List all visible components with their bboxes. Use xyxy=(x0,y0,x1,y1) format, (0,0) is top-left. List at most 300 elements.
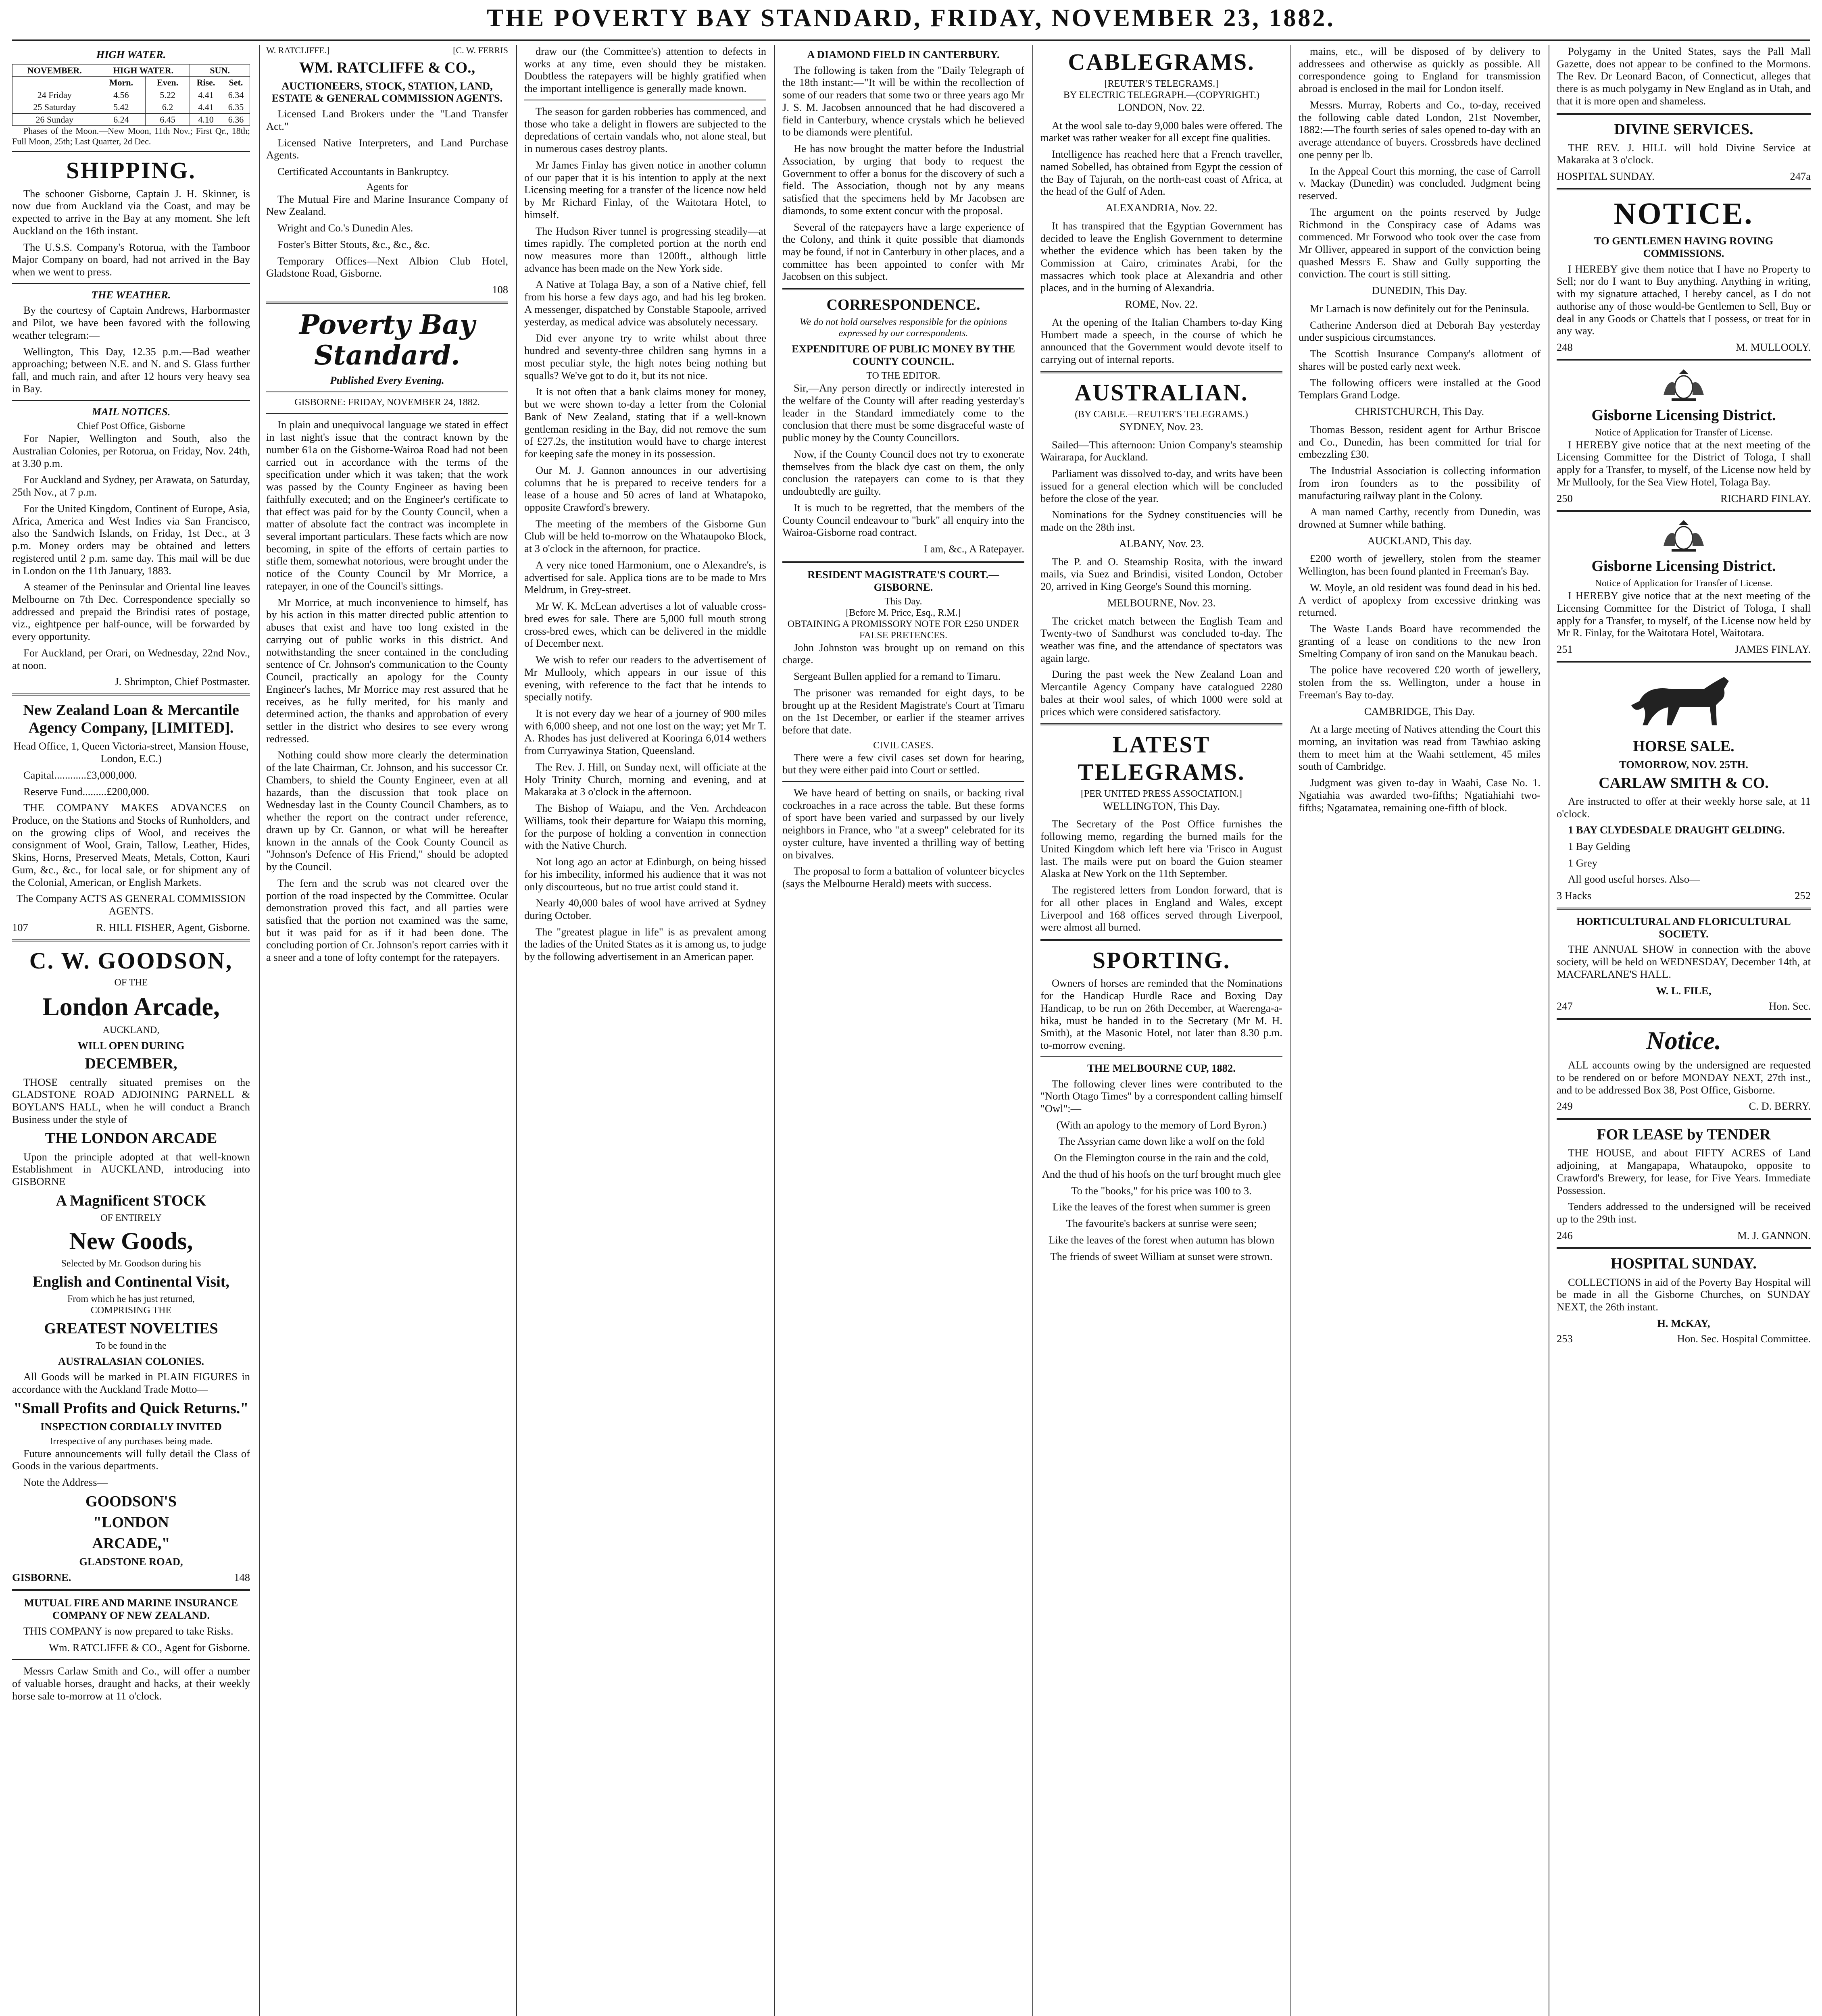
australian-heading: AUSTRALIAN. xyxy=(1074,379,1249,406)
telegram-paragraph: At a large meeting of Natives attending the Court this morning, an invitation was read from Tawhiao asking them to meet him at the Waahi settlement, 45 miles south of Cambridge. xyxy=(1299,723,1541,773)
paper-dateline: GISBORNE: FRIDAY, NOVEMBER 24, 1882. xyxy=(294,397,480,408)
horse-sale-item: 1 BAY CLYDESDALE DRAUGHT GELDING. xyxy=(1568,824,1785,836)
paper-published: Published Every Evening. xyxy=(330,374,444,386)
nzl-agent: R. HILL FISHER, Agent, Gisborne. xyxy=(96,921,250,933)
news-paragraph: Messrs Carlaw Smith and Co., will offer a number of valuable horses, draught and hacks, at their weekly horse sale to-morrow at 11 o'clock. xyxy=(12,1665,250,1702)
horticultural-paragraph: THE ANNUAL SHOW in connection with the above society, will be held on WEDNESDAY, December 14th, at MACFARLANE'S HALL. xyxy=(1557,943,1811,980)
divider xyxy=(12,400,250,401)
table-cell: 6.24 xyxy=(97,113,146,126)
tender-footer xyxy=(1557,1229,1811,1242)
tender-paragraph: THE HOUSE, and about FIFTY ACRES of Land adjoining, at Mangapapa, Whataupoko, opposite to Crawford's Brewery, for lease, for Five Years. Immediate Possession. xyxy=(1557,1147,1811,1196)
mail-paragraph: A steamer of the Peninsular and Oriental line leaves Melbourne on 7th Dec. Correspondence specially so addressed and prepaid the Brindisi rates of postage, viz., eightpence per half-ounce, will be forwarded by every opportunity. xyxy=(12,581,250,643)
divider xyxy=(1557,113,1811,115)
telegram-paragraph: The Waste Lands Board have recommended the granting of a lease on conditions to the new Iron Smelting Company of iron sand on the Manukau beach. xyxy=(1299,623,1541,660)
sporting-paragraph: Owners of horses are reminded that the Nominations for the Handicap Hurdle Race and Boxing Day Handicap, to be run on 26th December, at Waerenga-a-hika, must be handed in to the Secretary (Mr M. H. Smith), at the Masonic Hotel, not later than 8.30 p.m. to-morrow evening. xyxy=(1040,977,1282,1052)
mutual-signature: Wm. RATCLIFFE & CO., Agent for Gisborne. xyxy=(48,1641,250,1654)
correspondence-note: We do not hold ourselves responsible for the opinions expressed by our correspondents. xyxy=(799,317,1007,339)
goodson-style: THE LONDON ARCADE xyxy=(45,1130,217,1147)
correspondence-to: TO THE EDITOR. xyxy=(866,371,940,381)
table-cell: 6.36 xyxy=(222,113,250,126)
notice-signature: M. MULLOOLY. xyxy=(1735,341,1811,353)
nzl-agents: The Company ACTS AS GENERAL COMMISSION AGENTS. xyxy=(16,892,246,917)
goodson-irrespective: Irrespective of any purchases being made. xyxy=(50,1436,213,1447)
letter-paragraph: It is much to be regretted, that the members of the County Council endeavour to "burk" all enquiry into the Wairoa-Gisborne road contract. xyxy=(782,501,1024,539)
divider xyxy=(1557,908,1811,910)
table-cell: 6.2 xyxy=(146,101,190,114)
dateline: AUCKLAND, This day. xyxy=(1367,534,1472,547)
ratcliffe-offices: Temporary Offices—Next Albion Club Hotel, Gladstone Road, Gisborne. xyxy=(266,254,508,279)
ad-number: 248 xyxy=(1557,341,1573,353)
cablegrams-sub: [REUTER'S TELEGRAMS.] xyxy=(1104,79,1219,90)
column-6 xyxy=(1299,45,1541,2016)
news-paragraph: The Bishop of Waiapu, and the Ven. Archdeacon Williams, took their departure for Waiapu this morning, for the purpose of holding a convention in connection with the Native Church. xyxy=(524,802,766,852)
divider xyxy=(12,694,250,696)
dateline: ROME, Nov. 22. xyxy=(1125,298,1198,310)
shipping-paragraph: The U.S.S. Company's Rotorua, with the Tamboor Major Company on board, had not arrived in the Bay when we went to press. xyxy=(12,241,250,278)
nzl-capital: Capital............£3,000,000. xyxy=(23,768,137,781)
news-paragraph: The season for garden robberies has commenced, and those who take a delight in flowers are subjected to the depredations of certain vandals who, not alone steal, but in numerous cases destroy plants. xyxy=(524,105,766,155)
telegram-paragraph: At the opening of the Italian Chambers to-day King Humbert made a speech, in the course of which he announced that the Government would devote itself to carrying out of internal reports. xyxy=(1040,316,1282,366)
news-paragraph: The Rev. J. Hill, on Sunday next, will officiate at the Holy Trinity Church, morning and evening, and at Makaraka at 3 o'clock in the afternoon. xyxy=(524,760,766,798)
ad-number: 253 xyxy=(1557,1333,1573,1345)
news-paragraph: It is not often that a bank claims money for money, but we were shown to-day a letter from the Colonial Bank of New Zealand, stating that if a well-known gentleman residing in the Bay, did not remove the sum of £27.2s, the institution would have to charge interest for keeping safe the money in its possession. xyxy=(524,385,766,460)
licensing-footer xyxy=(1557,492,1811,505)
licensing-paragraph: I HEREBY give notice that at the next meeting of the Licensing Committee for the District of Tologa, I shall apply for a Transfer, to myself, of the License now held by Mr Mullooly, for the Sea View Hotel, Tolaga Bay. xyxy=(1557,438,1811,488)
dateline: SYDNEY, Nov. 23. xyxy=(1119,420,1203,433)
divider xyxy=(1557,1247,1811,1249)
melbourne-cup-heading: THE MELBOURNE CUP, 1882. xyxy=(1087,1062,1236,1074)
goodson-paragraph: Future announcements will fully detail the Class of Goods in the various departments. xyxy=(12,1447,250,1472)
table-cell: 6.35 xyxy=(222,101,250,114)
news-paragraph: We wish to refer our readers to the advertisement of Mr Mullooly, which appears in our issue of this evening, with reference to the fact that he intends to specially notify. xyxy=(524,654,766,703)
goodson-address: GOODSON'S xyxy=(85,1493,177,1510)
mail-paragraph: For Auckland and Sydney, per Arawata, on Saturday, 25th Nov., at 7 p.m. xyxy=(12,473,250,498)
divider xyxy=(1040,1056,1282,1057)
horse-sale-paragraph: Are instructed to offer at their weekly horse sale, at 11 o'clock. xyxy=(1557,795,1811,820)
dateline: CAMBRIDGE, This Day. xyxy=(1364,705,1475,717)
goodson-arcade: London Arcade, xyxy=(42,992,220,1021)
article-paragraph: The following is taken from the "Daily Telegraph of the 18th instant:—"It will be within the recollection of some of our readers that some two or three years ago Mr J. S. M. Jacobsen announced that he had discovered a field in Canterbury, whence crystals which he believed to be diamonds were plentiful. xyxy=(782,64,1024,138)
goodson-paragraph: THOSE centrally situated premises on the GLADSTONE ROAD ADJOINING PARNELL & BOYLAN'S HALL, when he will conduct a Branch Business under the style of xyxy=(12,1076,250,1125)
telegram-paragraph: Nominations for the Sydney constituencies will be made on the 28th inst. xyxy=(1040,508,1282,533)
court-before: [Before M. Price, Esq., R.M.] xyxy=(846,608,961,619)
ad-number: 247 xyxy=(1557,1000,1573,1012)
hospital-heading: HOSPITAL SUNDAY. xyxy=(1611,1255,1757,1272)
goodson-visit: English and Continental Visit, xyxy=(33,1273,229,1291)
court-civil: CIVIL CASES. xyxy=(873,740,934,751)
horse-sale-item: 1 Bay Gelding xyxy=(1568,840,1630,852)
poem-line: And the thud of his hoofs on the turf brought much glee xyxy=(1042,1168,1281,1180)
ratcliffe-desc: AUCTIONEERS, STOCK, STATION, LAND, ESTATE & GENERAL COMMISSION AGENTS. xyxy=(271,79,503,104)
horticultural-footer xyxy=(1557,1000,1811,1012)
correspondence-heading: CORRESPONDENCE. xyxy=(826,296,980,314)
telegram-paragraph: During the past week the New Zealand Loan and Mercantile Agency Company have catalogued 2280 bales at their wool sales, of which 1000 were sold at prices which were considered satisfactory. xyxy=(1040,668,1282,718)
divider xyxy=(12,1659,250,1660)
nzl-office: Head Office, 1, Queen Victoria-street, Mansion House, London, E.C.) xyxy=(13,740,249,765)
tide-table xyxy=(12,64,250,126)
goodson-will-open: WILL OPEN DURING xyxy=(77,1039,185,1052)
divider xyxy=(12,939,250,941)
notice-footer xyxy=(1557,341,1811,354)
letter-signature: I am, &c., A Ratepayer. xyxy=(924,543,1024,555)
mail-signature: J. Shrimpton, Chief Postmaster. xyxy=(115,675,250,688)
weather-heading: THE WEATHER. xyxy=(91,288,171,301)
court-paragraph: There were a few civil cases set down for hearing, but they were either paid into Court or settled. xyxy=(782,751,1024,776)
goodson-address: GLADSTONE ROAD, xyxy=(79,1556,183,1568)
news-paragraph: Our M. J. Gannon announces in our advertising columns that he is prepared to receive tenders for a lease of a house and 50 acres of land at Whatapoko, opposite Crawford's brewery. xyxy=(524,464,766,513)
telegram-paragraph: The police have recovered £20 worth of jewellery, stolen from the ss. Wellington, under a house in Freeman's Bay to-day. xyxy=(1299,664,1541,701)
mutual-paragraph: THIS COMPANY is now prepared to take Risks. xyxy=(23,1624,233,1637)
tender-heading: FOR LEASE by TENDER xyxy=(1597,1126,1771,1143)
ad-number: 250 xyxy=(1557,492,1573,504)
divider xyxy=(1040,939,1282,941)
news-paragraph: The Hudson River tunnel is progressing steadily—at times rapidly. The completed portion at the north end now measures more than 1200ft., although little advance has been made on the New York side. xyxy=(524,225,766,274)
table-cell: 26 Sunday xyxy=(13,113,97,126)
telegram-paragraph: Judgment was given to-day in Waahi, Case No. 1. Ngatiahia was awarded two-fifths; Ngatiahiahi two-fifths; Ngatamatea, remaining one-fifth of block. xyxy=(1299,777,1541,814)
horse-icon xyxy=(1623,669,1744,733)
divine-footer xyxy=(1557,170,1811,183)
telegram-paragraph: In the Appeal Court this morning, the case of Carroll v. Mackay (Dunedin) was concluded. Judgment being reserved. xyxy=(1299,165,1541,202)
poem-line: The friends of sweet William at sunset were strown. xyxy=(1050,1250,1273,1262)
horse-sale-footer xyxy=(1557,889,1811,902)
news-paragraph: The proposal to form a battalion of volunteer bicycles (says the Melbourne Herald) meets with success. xyxy=(782,865,1024,890)
shipping-heading: SHIPPING. xyxy=(66,157,196,184)
table-cell: 5.22 xyxy=(146,89,190,101)
ratcliffe-right: [C. W. FERRIS xyxy=(453,45,508,55)
ad-number: 247a xyxy=(1790,170,1811,183)
correspondence-title: EXPENDITURE OF PUBLIC MONEY BY THE COUNTY COUNCIL. xyxy=(792,342,1015,367)
notice2-footer xyxy=(1557,1100,1811,1112)
editorial-paragraph: Mr Morrice, at much inconvenience to himself, has by his action in this matter directed public attention to abuses that exist and have too long existed in the carrying out of public works in this district. And notwithstanding the sneer contained in the concluding sentence of Cr. Johnson's communication to the County Council, practically an apology for the County Engineer's laches, Mr Morrice may rest assured that he receives, as he fully merited, for his manly and determined action, the thanks and approbation of every settler in the district who desires to see every wrong redressed. xyxy=(266,596,508,745)
mail-subheading: Chief Post Office, Gisborne xyxy=(77,421,185,432)
telegram-paragraph: Intelligence has reached here that a French traveller, named Sobelled, has obtained from Egypt the cession of the Bay of Tajurah, on the north-east coast of Africa, at the head of the Gulf of Aden. xyxy=(1040,148,1282,198)
divine-services-heading: DIVINE SERVICES. xyxy=(1614,121,1753,138)
telegram-paragraph: The argument on the points reserved by Judge Richmond in the Conspiracy case of Adams was commenced. Mr Forwood who took over the case from Mr Olliver, appeared in support of the conviction being quashed Messrs E. Shaw and Gully supporting the conviction. The court is still sitting. xyxy=(1299,206,1541,280)
ad-number: 148 xyxy=(234,1571,250,1583)
goodson-colonies: AUSTRALASIAN COLONIES. xyxy=(58,1355,204,1367)
weather-paragraph: By the courtesy of Captain Andrews, Harbormaster and Pilot, we have been favored with the following weather telegram:— xyxy=(12,304,250,341)
hospital-role: Hon. Sec. Hospital Committee. xyxy=(1677,1333,1811,1345)
notice-subheading: TO GENTLEMEN HAVING ROVING COMMISSIONS. xyxy=(1594,235,1774,259)
goodson-stock: A Magnificent STOCK xyxy=(56,1192,206,1209)
ad-number: 252 xyxy=(1795,889,1811,902)
column-2 xyxy=(266,45,508,2016)
column-7 xyxy=(1557,45,1811,2016)
ratcliffe-header xyxy=(266,45,508,56)
telegram-paragraph: The registered letters from London forward, that is for all other places in England and Wales, except Liverpool and 168 offices served through Liverpool, were almost all burned. xyxy=(1040,884,1282,933)
news-paragraph: Mr W. K. McLean advertises a lot of valuable cross-bred ewes for sale. There are 5,000 full mouth strong cross-bred ewes, which can be delivered in the middle of December next. xyxy=(524,600,766,650)
goodson-of: OF THE xyxy=(114,977,148,988)
divider xyxy=(782,561,1024,563)
horse-sale-item: 1 Grey xyxy=(1568,856,1597,869)
nzl-reserve: Reserve Fund.........£200,000. xyxy=(23,785,150,798)
divine-paragraph: THE REV. J. HILL will hold Divine Service at Makaraka at 3 o'clock. xyxy=(1557,141,1811,166)
goodson-entirely: OF ENTIRELY xyxy=(100,1212,162,1223)
goodson-address: "LONDON xyxy=(93,1514,169,1531)
ratcliffe-left: W. RATCLIFFE.] xyxy=(266,45,330,55)
news-paragraph: Polygamy in the United States, says the Pall Mall Gazette, does not appear to be confined to the Mormons. The Rev. Dr Leonard Bacon, of Connecticut, alleges that there is as much polygamy in New England as in Utah, and that it is more open and shameless. xyxy=(1557,45,1811,107)
licensing-heading: Gisborne Licensing District. xyxy=(1591,406,1776,424)
ad-number: 107 xyxy=(12,921,28,933)
telegram-paragraph: The Secretary of the Post Office furnishes the following memo, regarding the burned mails for the United Kingdom which left here via 'Frisco in August last. The mails were put on board the Guion steamer Alaska at New York on the 11th September. xyxy=(1040,818,1282,880)
horse-sale-heading: HORSE SALE. xyxy=(1633,737,1734,755)
latest-telegrams-sub: [PER UNITED PRESS ASSOCIATION.] xyxy=(1080,788,1242,799)
telegram-paragraph: W. Moyle, an old resident was found dead in his bed. A verdict of apoplexy from excessive drinking was returned. xyxy=(1299,581,1541,619)
goodson-paragraph: All Goods will be marked in PLAIN FIGURES in accordance with the Auckland Trade Motto— xyxy=(12,1370,250,1395)
notice2-paragraph: ALL accounts owing by the undersigned are requested to be rendered on or before MONDAY NEXT, 27th inst., and to be addressed Box 38, Post Office, Gisborne. xyxy=(1557,1059,1811,1096)
ratcliffe-agents: Agents for xyxy=(367,181,408,192)
news-paragraph: The meeting of the members of the Gisborne Gun Club will be held to-morrow on the Whataupoko Block, at 3 o'clock in the afternoon, for practice. xyxy=(524,517,766,555)
poem-line: Like the leaves of the forest when autumn has blown xyxy=(1048,1233,1275,1246)
ad-number: 108 xyxy=(492,283,508,296)
table-cell: 6.45 xyxy=(146,113,190,126)
divider xyxy=(12,1589,250,1591)
telegram-paragraph: Mr Larnach is now definitely out for the Peninsula. xyxy=(1310,302,1529,314)
diamond-title: A DIAMOND FIELD IN CANTERBURY. xyxy=(807,48,1000,60)
table-cell: 4.56 xyxy=(97,89,146,101)
news-paragraph: Mr James Finlay has given notice in another column of our paper that it is his intention to apply at the next Licensing meeting for a transfer of the licence now held by Mr Richard Finlay, of the Waitotara Hotel, to himself. xyxy=(524,158,766,221)
news-paragraph: Did ever anyone try to write whilst about three hundred and seventy-three children sang hymns in a most peculiar style, the high notes being nothing but squalls? We've got to do it, but its not nice. xyxy=(524,332,766,381)
tide-subheader xyxy=(13,77,97,89)
goodson-town: GISBORNE. xyxy=(12,1571,71,1583)
goodson-inspection: INSPECTION CORDIALLY INVITED xyxy=(40,1420,222,1433)
newspaper-title: THE POVERTY BAY STANDARD, FRIDAY, NOVEMBER 23, 1882. xyxy=(487,4,1335,32)
divider xyxy=(12,151,250,152)
table-cell: 4.10 xyxy=(190,113,222,126)
divider xyxy=(1040,371,1282,373)
poem-line: On the Flemington course in the rain and the cold, xyxy=(1054,1152,1269,1164)
news-paragraph: Nearly 40,000 bales of wool have arrived at Sydney during October. xyxy=(524,897,766,921)
goodson-novelties: GREATEST NOVELTIES xyxy=(44,1320,218,1337)
tide-subheader: Set. xyxy=(222,77,250,89)
dateline: WELLINGTON, This Day. xyxy=(1103,800,1220,812)
goodson-returned: From which he has just returned, xyxy=(67,1294,195,1305)
notice-heading: NOTICE. xyxy=(1614,196,1754,231)
goodson-name: C. W. GOODSON, xyxy=(29,947,233,974)
goodson-paragraph: Upon the principle adopted at that well-known Establishment in AUCKLAND, introducing into GISBORNE xyxy=(12,1150,250,1188)
licensing-footer xyxy=(1557,643,1811,656)
hospital-paragraph: COLLECTIONS in aid of the Poverty Bay Hospital will be made in all the Gisborne Churches, on SUNDAY NEXT, the 26th instant. xyxy=(1557,1276,1811,1313)
divider xyxy=(1557,1118,1811,1120)
licensing-paragraph: I HEREBY give notice that at the next meeting of the Licensing Committee for the District of Tologa, I shall apply for a Transfer, to myself, of the License now held by Mr R. Finlay, for the Waitotara Hotel, Waitotara. xyxy=(1557,589,1811,639)
goodson-note: Note the Address— xyxy=(23,1476,108,1489)
news-paragraph: It is not every day we hear of a journey of 900 miles with 6,000 sheep, and not one lost on the way; yet Mr T. A. Rhodes has just delivered at Kooringa 6,014 wethers from Curryawinya Station, Queensland. xyxy=(524,707,766,757)
goodson-found: To be found in the xyxy=(96,1340,167,1351)
ratcliffe-line: Certificated Accountants in Bankruptcy. xyxy=(277,165,449,177)
table-row xyxy=(13,89,250,101)
telegram-paragraph: At the wool sale to-day 9,000 bales were offered. The market was rather weaker for all except fine qualities. xyxy=(1040,119,1282,144)
ratcliffe-line: Licensed Native Interpreters, and Land Purchase Agents. xyxy=(266,136,508,161)
divider xyxy=(782,781,1024,782)
column-4 xyxy=(782,45,1024,2016)
divider xyxy=(1557,359,1811,361)
australian-sub: (BY CABLE.—REUTER'S TELEGRAMS.) xyxy=(1075,409,1248,420)
table-cell: 4.41 xyxy=(190,89,222,101)
horticultural-role: Hon. Sec. xyxy=(1769,1000,1811,1012)
poem-apology: (With an apology to the memory of Lord Byron.) xyxy=(1056,1118,1267,1131)
cablegrams-heading: CABLEGRAMS. xyxy=(1068,49,1255,75)
goodson-comprising: COMPRISING THE xyxy=(90,1305,172,1316)
tide-subheader: Rise. xyxy=(190,77,222,89)
telegram-paragraph: It has transpired that the Egyptian Government has decided to leave the English Government to determine whether the evidence which has been taken by the Commission at Cairo, criminates Arabi, for the massacres which took place at Alexandria and other places, and in the burning of Alexandria. xyxy=(1040,219,1282,294)
mail-heading: MAIL NOTICES. xyxy=(92,405,171,418)
poem-line: To the "books," for his price was 100 to 3. xyxy=(1071,1184,1252,1197)
table-cell: 25 Saturday xyxy=(13,101,97,114)
licensing-heading: Gisborne Licensing District. xyxy=(1591,558,1776,575)
news-paragraph: draw our (the Committee's) attention to defects in works at any time, even should they be mistaken. Doubtless the ratepayers will be highly gratified when the important intelligence is generally made known. xyxy=(524,45,766,95)
news-paragraph: A Native at Tolaga Bay, a son of a Native chief, fell from his horse a few days ago, and had his leg broken. A messenger, dispatched by Constable Stapoole, arrived yesterday, as medical advice was absolutely necessary. xyxy=(524,278,766,328)
letter-paragraph: Now, if the County Council does not try to exonerate themselves from the black dye cast on them, the only conclusion the ratepayers can come to is that they undoubtedly are guilty. xyxy=(782,448,1024,498)
telegram-paragraph: mains, etc., will be disposed of by delivery to addressees and otherwise as quickly as possible. All correspondence going to England for transmission abroad is enclosed in the mail for London itself. xyxy=(1299,45,1541,95)
masthead xyxy=(0,0,1822,40)
licensing-signature: RICHARD FINLAY. xyxy=(1720,492,1811,504)
editorial-paragraph: The fern and the scrub was not cleared over the portion of the road inspected by the Committee. Ocular demonstration proved this fact, and all parties were satisfied that the portion not examined was the same, but it was paid for as if it had been done. The concluding portion of Cr. Johnson's report carries with it a sneer and a tone of lofty contempt for the ratepayers. xyxy=(266,877,508,964)
tide-note: Phases of the Moon.—New Moon, 11th Nov.; First Qr., 18th; Full Moon, 25th; Last Quarter, 2d Dec. xyxy=(12,126,250,146)
divider xyxy=(266,302,508,304)
notice-paragraph: I HEREBY give them notice that I have no Property to Sell; nor do I want to Buy anything. Anything in writing, with my signature attached, I hereby cancel, as I do not authorise any of those would-be Gentlemen to Sell, Buy or deal in any Goods or Chattels that I possess, or treat for in any way. xyxy=(1557,262,1811,337)
nzl-title: New Zealand Loan & Mercantile Agency Company, [LIMITED]. xyxy=(23,702,239,737)
table-row xyxy=(13,101,250,114)
tide-subheader: Morn. xyxy=(97,77,146,89)
letter-paragraph: Sir,—Any person directly or indirectly interested in the welfare of the County will after reading yesterday's leader in the Standard immediately come to the conclusion that there must be some disgraceful waste of public money by the County Councillors. xyxy=(782,382,1024,444)
table-row xyxy=(13,113,250,126)
ratcliffe-line: Wright and Co.'s Dunedin Ales. xyxy=(277,222,413,234)
telegram-paragraph: The following officers were installed at the Good Templars Grand Lodge. xyxy=(1299,376,1541,401)
licensing-subheading: Notice of Application for Transfer of License. xyxy=(1595,427,1773,438)
licensing-subheading: Notice of Application for Transfer of License. xyxy=(1595,578,1773,589)
masthead-rule xyxy=(12,39,1810,41)
telegram-paragraph: Parliament was dissolved to-day, and writs have been issued for a general election which will be concluded before the close of the year. xyxy=(1040,467,1282,504)
royal-crest-icon xyxy=(1655,367,1712,403)
court-heading: RESIDENT MAGISTRATE'S COURT.—GISBORNE. xyxy=(807,568,999,593)
ratcliffe-name: WM. RATCLIFFE & CO., xyxy=(299,59,475,76)
telegram-paragraph: Messrs. Murray, Roberts and Co., to-day, received the following cable dated London, 21st November, 1882:—The fourth series of sales opened to-day with an average attendance of buyers. Crossbreds have declined one penny per lb. xyxy=(1299,98,1541,160)
ad-number: 246 xyxy=(1557,1229,1573,1241)
court-day: This Day. xyxy=(884,596,922,607)
news-paragraph: A very nice toned Harmonium, one o Alexandre's, is advertised for sale. Applica tions are to be made to Mrs Meldrum, in Grey-street. xyxy=(524,558,766,596)
notice2-signature: C. D. BERRY. xyxy=(1749,1100,1811,1112)
horse-sale-firm: CARLAW SMITH & CO. xyxy=(1599,774,1769,791)
column-1 xyxy=(12,45,250,2016)
telegram-paragraph: The P. and O. Steamship Rosita, with the inward mails, via Suez and Brindisi, visited London, October 20, arrived in King George's Sound this morning. xyxy=(1040,555,1282,593)
divider xyxy=(1557,188,1811,190)
news-paragraph: The "greatest plague in life" is as prevalent among the ladies of the United States as it is among us, to judge by the following advertisement in an American paper. xyxy=(524,925,766,963)
telegram-paragraph: Thomas Besson, resident agent for Arthur Briscoe and Co., Dunedin, has been committed for trial for embezzling £30. xyxy=(1299,423,1541,460)
table-cell: 4.41 xyxy=(190,101,222,114)
tide-subheader: Even. xyxy=(146,77,190,89)
court-paragraph: Sergeant Bullen applied for a remand to Timaru. xyxy=(794,670,1001,683)
ratcliffe-line: The Mutual Fire and Marine Insurance Company of New Zealand. xyxy=(266,193,508,218)
notice2-heading: Notice. xyxy=(1646,1026,1722,1055)
dateline: LONDON, Nov. 22. xyxy=(1118,101,1205,113)
goodson-city: AUCKLAND, xyxy=(102,1025,160,1035)
ratcliffe-line: Foster's Bitter Stouts, &c., &c., &c. xyxy=(277,238,430,250)
news-paragraph: Not long ago an actor at Edinburgh, on being hissed for his imbecility, informed his audience that it was not only discourteous, but no true artist could stand it. xyxy=(524,856,766,893)
mail-paragraph: For Napier, Wellington and South, also the Australian Colonies, per Rotorua, on Friday, Nov. 24th, at 3.30 p.m. xyxy=(12,432,250,469)
news-paragraph: We have heard of betting on snails, or backing rival cockroaches in a race across the table. But these forms of sport have been varied and surpassed by our lively neighbors in France, who "at a sweep" celebrated for its oyster culture, have invented a thrilling way of betting on bivalves. xyxy=(782,787,1024,861)
telegram-paragraph: Sailed—This afternoon: Union Company's steamship Wairarapa, for Auckland. xyxy=(1040,438,1282,463)
divider xyxy=(1040,723,1282,725)
nzl-body: THE COMPANY MAKES ADVANCES on Produce, on the Stations and Stocks of Runholders, and on the growing clips of Wool, and receives the consignment of Wool, Grain, Tallow, Leather, Hides, Skins, Horns, Preserved Meats, Metals, Cotton, Kauri Gum, &c., &c., for local sale, or for shipment any of the Colonial, American, or English Markets. xyxy=(12,802,250,888)
dateline: CHRISTCHURCH, This Day. xyxy=(1355,405,1484,418)
divider xyxy=(12,283,250,284)
goodson-motto: "Small Profits and Quick Returns." xyxy=(13,1400,249,1417)
tender-paragraph: Tenders addressed to the undersigned will be received up to the 29th inst. xyxy=(1557,1200,1811,1225)
dateline: MELBOURNE, Nov. 23. xyxy=(1107,596,1216,609)
horse-sale-date: TOMORROW, NOV. 25TH. xyxy=(1619,758,1748,771)
hospital-signature: H. McKAY, xyxy=(1657,1317,1710,1329)
court-case: OBTAINING A PROMISSORY NOTE FOR £250 UNDER FALSE PRETENCES. xyxy=(787,619,1019,641)
editorial-paragraph: Nothing could show more clearly the determination of the late Chairman, Cr. Johnson, and his successor Cr. Chambers, to shield the County Engineer, even at all hazards, than the discussion that took place on Wednesday last in the County Council Chambers, as to whether the report on the contract under reference, drawn up by Cr. Gannon, or what will be hereafter known in the annals of the Cook County Council as "Johnson's Defence of His Friend," should be adopted by the Council. xyxy=(266,749,508,873)
ad-number: 249 xyxy=(1557,1100,1573,1112)
tide-header: NOVEMBER. xyxy=(13,64,97,77)
poem-line: The Assyrian came down like a wolf on the fold xyxy=(1059,1135,1264,1148)
table-cell: 5.42 xyxy=(97,101,146,114)
ad-number: 251 xyxy=(1557,643,1573,656)
latest-telegrams-heading: LATEST TELEGRAMS. xyxy=(1078,731,1245,785)
table-cell: 6.34 xyxy=(222,89,250,101)
mail-paragraph: For the United Kingdom, Continent of Europe, Asia, Africa, America and West Indies via San Francisco, also the Sandwich Islands, on Friday, 1st Dec., at 3 p.m. Money orders may be obtained and letters registered until 2 p.m. same day. This mail will be due in London on the 11th January, 1883. xyxy=(12,502,250,577)
hospital-footer xyxy=(1557,1333,1811,1345)
horse-sale-item: 3 Hacks xyxy=(1557,889,1592,902)
court-paragraph: The prisoner was remanded for eight days, to be brought up at the Resident Magistrate's Court at Timaru on the 1st December, or earlier if the steamer arrives before that date. xyxy=(782,686,1024,736)
sporting-heading: SPORTING. xyxy=(1092,947,1231,974)
column-divider xyxy=(1290,45,1291,2016)
cablegrams-sub: BY ELECTRIC TELEGRAPH.—(COPYRIGHT.) xyxy=(1063,90,1260,101)
goodson-address: ARCADE," xyxy=(92,1535,170,1552)
tide-header: SUN. xyxy=(190,64,250,77)
article-paragraph: He has now brought the matter before the Industrial Association, by urging that body to request the Government to offer a bonus for the discovery of such a field. The Association, though not by any means satisfied that the specimens held by Mr Jacobsen are diamonds, to some extent concur with the proposal. xyxy=(782,142,1024,217)
column-divider xyxy=(1032,45,1033,2016)
divider xyxy=(1557,1018,1811,1020)
poem-intro: The following clever lines were contributed to the "North Otago Times" by a correspondent calling himself "Owl":— xyxy=(1040,1077,1282,1114)
horticultural-signature: W. L. FILE, xyxy=(1656,984,1712,997)
telegram-paragraph: Catherine Anderson died at Deborah Bay yesterday under suspicious circumstances. xyxy=(1299,319,1541,344)
column-divider xyxy=(774,45,775,2016)
poem-line: The favourite's backers at sunrise were seen; xyxy=(1066,1217,1257,1230)
divider xyxy=(266,413,508,414)
horse-sale-item: All good useful horses. Also— xyxy=(1568,873,1700,885)
paper-title: Poverty Bay Standard. xyxy=(299,308,475,371)
divider xyxy=(782,288,1024,290)
mutual-title: MUTUAL FIRE AND MARINE INSURANCE COMPANY OF NEW ZEALAND. xyxy=(24,1597,238,1622)
shipping-paragraph: The schooner Gisborne, Captain J. H. Skinner, is now due from Auckland via the Coast, and may be expected to arrive in the Bay at any moment. She left Auckland on the 16th instant. xyxy=(12,187,250,237)
dateline: ALBANY, Nov. 23. xyxy=(1119,537,1204,550)
nzl-signature xyxy=(12,921,250,934)
telegram-paragraph: The cricket match between the English Team and Twenty-two of Sandhurst was concluded to-day. The weather was fine, and the attendance of spectators was again large. xyxy=(1040,614,1282,664)
editorial-paragraph: In plain and unequivocal language we stated in effect in last night's issue that the contract known by the number 61a on the Gisborne-Wairoa Road had not been carried out in accordance with the terms of the specification under which it was taken; that the work was passed by the County Engineer as having been faithfully executed; and on the Engineer's certificate to that effect was paid for by the County Council, when a matter of absolute fact the contract was incomplete in several important particulars. These facts which are now becoming, in spite of the efforts of certain parties to stifle them, somewhat notorious, were brought under the notice of the County Council by Mr Morrice, a ratepayer, in one of the Council's sittings. xyxy=(266,419,508,592)
horticultural-heading: HORTICULTURAL AND FLORICULTURAL SOCIETY. xyxy=(1576,915,1791,940)
licensing-signature: JAMES FINLAY. xyxy=(1734,643,1811,656)
poem-line: Like the leaves of the forest when summer is green xyxy=(1052,1201,1271,1213)
goodson-month: DECEMBER, xyxy=(85,1055,177,1073)
divider xyxy=(1557,510,1811,512)
divine-hospital: HOSPITAL SUNDAY. xyxy=(1557,170,1655,183)
column-3 xyxy=(524,45,766,2016)
telegram-paragraph: The Scottish Insurance Company's allotment of shares will be posted early next week. xyxy=(1299,348,1541,372)
court-paragraph: John Johnston was brought up on remand on this charge. xyxy=(782,641,1024,666)
mail-paragraph: For Auckland, per Orari, on Wednesday, 22nd Nov., at noon. xyxy=(12,646,250,671)
article-paragraph: Several of the ratepayers have a large experience of the Colony, and think it quite possible that diamonds may be found, if not in Canterbury in other places, and a committee has been appointed to confer with Mr Jacobsen on this subject. xyxy=(782,221,1024,283)
tender-signature: M. J. GANNON. xyxy=(1737,1229,1811,1241)
goodson-address-line xyxy=(12,1571,250,1584)
dateline: ALEXANDRIA, Nov. 22. xyxy=(1105,202,1217,214)
dateline: DUNEDIN, This Day. xyxy=(1372,284,1468,297)
telegram-paragraph: The Industrial Association is collecting information from iron founders as to the possibility of manufacturing railway plant in the Colony. xyxy=(1299,464,1541,502)
column-5 xyxy=(1040,45,1282,2016)
ratcliffe-line: Licensed Land Brokers under the "Land Transfer Act." xyxy=(266,108,508,132)
column-divider xyxy=(259,45,260,2016)
